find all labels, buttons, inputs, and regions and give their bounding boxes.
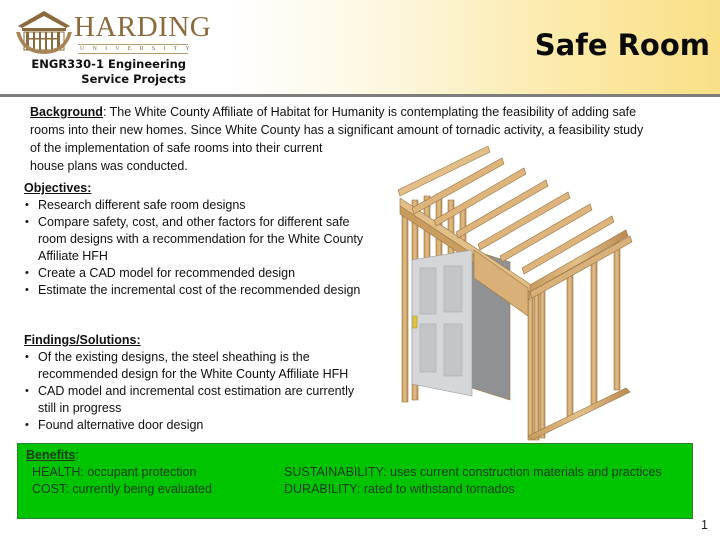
- background-line-1: Background: The White County Affiliate of Habitat for Humanity is contemplating the feasibility of adding safe: [30, 105, 637, 119]
- building-columns-icon: [16, 8, 72, 54]
- background-line-3: of the implementation of safe rooms into their current: [30, 141, 323, 155]
- findings-heading: Findings/Solutions:: [24, 333, 141, 347]
- list-item: • CAD model and incremental cost estimation are currently still in progress: [24, 383, 369, 417]
- logo-wordmark: HARDING: [74, 11, 212, 43]
- benefit-sustainability: SUSTAINABILITY: uses current construction materials and practices: [284, 465, 662, 479]
- benefit-cost: COST: currently being evaluated: [32, 482, 212, 496]
- benefits-row: [26, 481, 684, 498]
- list-item: • Compare safety, cost, and other factors for different safe room designs with a recommendation for the White County Affiliate HFH: [24, 214, 369, 265]
- safe-room-frame-image: [378, 138, 720, 443]
- benefits-box: [17, 443, 693, 519]
- door-handle: [413, 316, 417, 328]
- background-line-4: house plans was conducted.: [30, 159, 188, 173]
- course-label: [24, 57, 186, 87]
- course-line-1: ENGR330-1 Engineering: [31, 57, 186, 71]
- benefits-heading: Benefits:: [26, 448, 79, 462]
- background-line-2: rooms into their new homes. Since White County has a significant amount of tornadic activity, a feasibility study: [30, 123, 644, 137]
- logo-subtitle: UNIVERSITY: [80, 46, 198, 52]
- page-title: Safe Room: [534, 28, 710, 62]
- background-label: Background: [30, 105, 103, 119]
- list-item: • Create a CAD model for recommended design: [24, 265, 369, 282]
- objectives-list: [24, 197, 369, 299]
- page-number: 1: [701, 518, 708, 532]
- course-line-2: Service Projects: [81, 72, 186, 86]
- benefits-row: [26, 464, 684, 481]
- findings-section: [24, 332, 369, 434]
- harding-logo: [16, 8, 212, 56]
- list-item: • Estimate the incremental cost of the recommended design: [24, 282, 369, 299]
- header-divider: [0, 94, 720, 97]
- objectives-heading: Objectives:: [24, 181, 92, 195]
- list-item: • Research different safe room designs: [24, 197, 369, 214]
- findings-list: [24, 349, 369, 434]
- objectives-section: [24, 180, 369, 299]
- benefit-durability: DURABILITY: rated to withstand tornados: [284, 482, 515, 496]
- list-item: • Found alternative door design: [24, 417, 369, 434]
- list-item: • Of the existing designs, the steel sheathing is the recommended design for the White County Affiliate HFH: [24, 349, 369, 383]
- benefit-health: HEALTH: occupant protection: [32, 465, 197, 479]
